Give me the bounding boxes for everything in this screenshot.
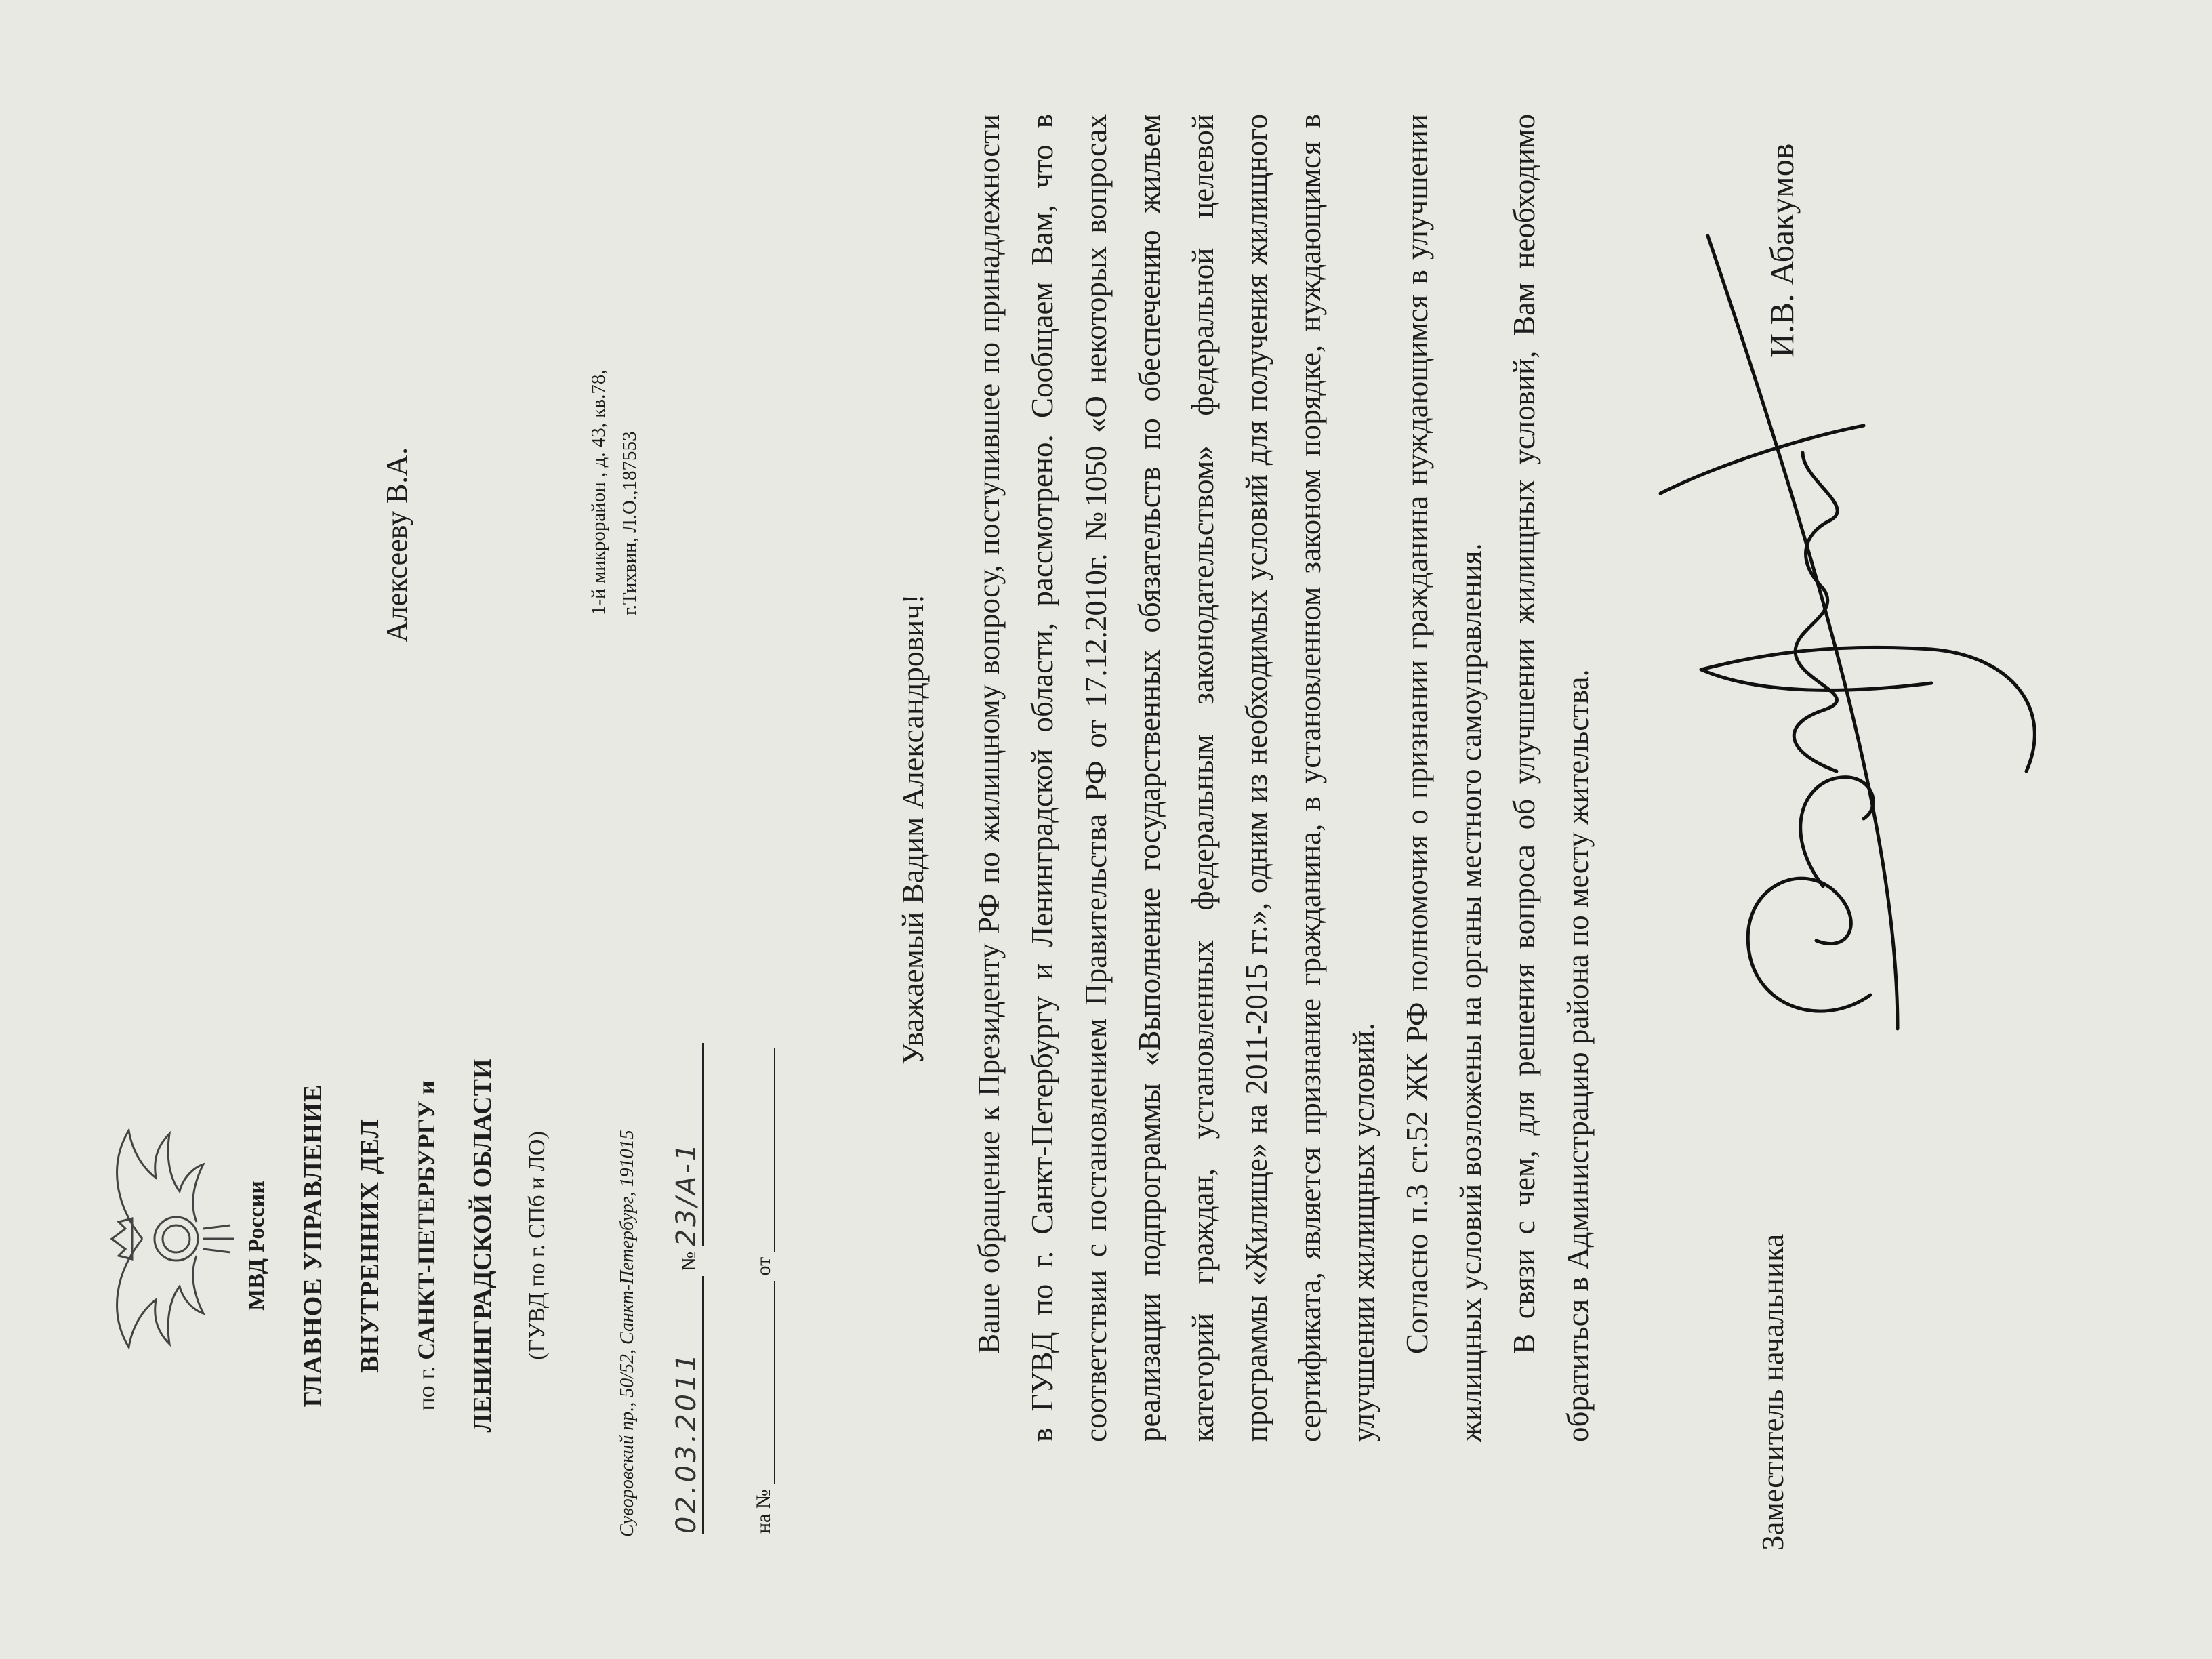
- department-abbreviation: (ГУВД по г. СПб и ЛО): [525, 1131, 550, 1360]
- signatory-title: Заместитель начальника: [1756, 1233, 1790, 1551]
- reference-label: на №: [752, 1489, 775, 1534]
- department-line-2: ВНУТРЕННИХ ДЕЛ: [356, 1118, 384, 1373]
- department-line-4: ЛЕНИНГРАДСКОЙ ОБЛАСТИ: [468, 1059, 497, 1433]
- ministry-label: МВД России: [244, 1181, 269, 1311]
- sender-address: Суворовский пр., 50/52, Санкт-Петербург, 191015: [617, 1130, 638, 1537]
- recipient-address-line-1: 1-й микрорайон , д. 43, кв.78,: [588, 369, 609, 615]
- reference-from-label: от: [752, 1256, 775, 1276]
- recipient-address: [583, 369, 645, 615]
- department-line-3: [412, 907, 441, 1584]
- body-paragraph-1: Ваше обращение к Президенту РФ по жилищному вопросу, поступившее по принадлежности в ГУВД по г. Санкт-Петербургу и Ленинградской области, рассмотрено. Сообщаем Вам, что в соответствии с постановлением Правительства РФ от 17.12.2010г. №1050 «О некоторых вопросах реализации подпрограммы «Выполнение государственных обязательств по обеспечению жильем категорий граждан, установленных федеральным законодательством» федеральной целевой программы «Жилище» на 2011-2015 гг.», одним из необходимых условий для получения жилищного сертификата, является признание гражданина, в установленном законом порядке, нуждающимся в улучшении жилищных условий.: [972, 114, 1380, 1442]
- recipient-name: Алексееву В.А.: [380, 447, 413, 642]
- department-line-3-prefix: по г.: [413, 1359, 440, 1411]
- handwritten-date: 02.03.2011: [671, 1351, 702, 1534]
- reference-line: [752, 856, 775, 1534]
- department-line-1: ГЛАВНОЕ УПРАВЛЕНИЕ: [299, 1084, 327, 1408]
- letter-body: [962, 114, 1605, 1442]
- double-headed-eagle-emblem-icon: [102, 1103, 237, 1374]
- department-line-3-city: САНКТ-ПЕТЕРБУРГУ и: [413, 1080, 440, 1360]
- handwritten-number: 23/А-1: [671, 1141, 702, 1247]
- reference-number-blank: [754, 1281, 775, 1484]
- recipient-address-line-2: г.Тихвин, Л.О.,187553: [619, 431, 640, 615]
- body-paragraph-3: В связи с чем, для решения вопроса об улучшении жилищных условий, Вам необходимо обратиться в Администрацию района по месту жительства.: [1507, 114, 1595, 1442]
- number-label: №: [678, 1251, 700, 1271]
- handwritten-signature: [1579, 222, 2142, 1090]
- reference-date-blank: [754, 1048, 775, 1252]
- salutation: Уважаемый Вадим Александрович!: [895, 594, 930, 1065]
- signatory-name: И.В. Абакумов: [1763, 143, 1801, 358]
- date-number-line: [671, 856, 704, 1534]
- body-paragraph-2: Согласно п.3 ст.52 ЖК РФ полномочия о признании гражданина нуждающимся в улучшении жилищных условий возложены на органы местного самоуправления.: [1400, 114, 1488, 1442]
- letterhead: [244, 907, 550, 1584]
- number-field: [671, 1043, 704, 1246]
- date-field: [671, 1276, 704, 1534]
